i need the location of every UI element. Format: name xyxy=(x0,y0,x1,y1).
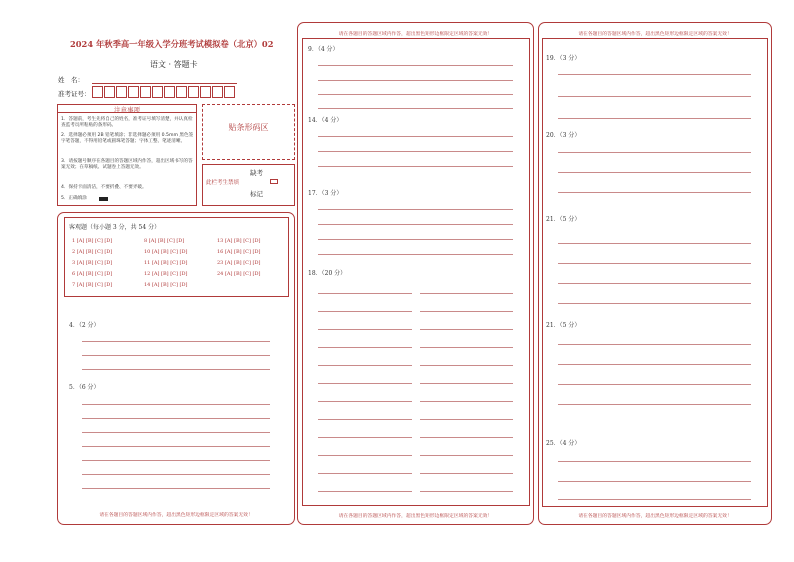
answer-line[interactable] xyxy=(318,254,513,255)
notice-item-4: 4．保持卡面清洁，不要折叠、不要弄破。 xyxy=(61,185,147,190)
answer-line[interactable] xyxy=(82,404,270,405)
mcq-row[interactable]: 16 [A] [B] [C] [D] xyxy=(217,249,261,255)
answer-line[interactable] xyxy=(558,461,751,462)
right-answer-box xyxy=(542,38,768,507)
question-5-label: 5．（6 分） xyxy=(69,384,100,391)
answer-line[interactable] xyxy=(82,488,270,489)
subject-label: 语文 · 答题卡 xyxy=(150,60,198,69)
answer-line[interactable] xyxy=(558,283,751,284)
answer-line[interactable] xyxy=(558,481,751,482)
answer-line[interactable] xyxy=(318,65,513,66)
answer-line[interactable] xyxy=(558,74,751,75)
notice-item-5: 5．正确填涂 xyxy=(61,196,87,201)
answer-line[interactable] xyxy=(318,108,513,109)
mcq-row[interactable]: 10 [A] [B] [C] [D] xyxy=(144,249,188,255)
answer-line[interactable] xyxy=(558,172,751,173)
answer-line[interactable] xyxy=(82,432,270,433)
mcq-row[interactable]: 3 [A] [B] [C] [D] xyxy=(72,260,113,266)
warning-text: 请在各题目的答题区域内作答，超出黑色矩形边框限定区域的答案无效！ xyxy=(338,514,493,519)
answer-line[interactable] xyxy=(558,118,751,119)
answer-line[interactable] xyxy=(82,341,270,342)
answer-line[interactable] xyxy=(558,364,751,365)
mcq-row[interactable]: 1 [A] [B] [C] [D] xyxy=(72,238,113,244)
question-21-label: 21．（5 分） xyxy=(546,216,581,223)
mcq-row[interactable]: 2 [A] [B] [C] [D] xyxy=(72,249,113,255)
notice-item-1: 1．答题前，考生先将自己的姓名，准考证号填写清楚，并认真检查监考员所粘贴的条形码。 xyxy=(61,117,193,129)
question-19-label: 19．（3 分） xyxy=(546,55,581,62)
notice-title: 注意事项 xyxy=(114,106,140,114)
notice-item-3: 3．请按题号顺序在各题目的答题区域内作答，超出区域书写的答案无效；在草稿纸、试题卷上答题无效。 xyxy=(61,159,193,171)
mcq-row[interactable]: 13 [A] [B] [C] [D] xyxy=(217,238,261,244)
mcq-title: 客观题（每小题 3 分，共 54 分） xyxy=(69,224,161,231)
name-label: 姓 名： xyxy=(58,76,84,84)
mcq-row[interactable]: 14 [A] [B] [C] [D] xyxy=(144,282,188,288)
answer-line[interactable] xyxy=(558,384,751,385)
question-18-label: 18．（20 分） xyxy=(308,270,347,277)
barcode-label: 贴条形码区 xyxy=(228,123,269,132)
answer-line[interactable] xyxy=(558,152,751,153)
answer-line[interactable] xyxy=(318,136,513,137)
answer-line[interactable] xyxy=(558,192,751,193)
mcq-row[interactable]: 24 [A] [B] [C] [D] xyxy=(217,271,261,277)
absent-mark-label-2: 标记 xyxy=(250,190,263,198)
warning-text: 请在各题目的答题区域内作答，超出黑色矩形边框限定区域的答案无效！ xyxy=(99,513,253,518)
absent-mark-label: 缺考 xyxy=(250,169,263,177)
page-title: 2024 年秋季高一年级入学分班考试模拟卷（北京）02 xyxy=(70,39,274,49)
answer-line[interactable] xyxy=(318,80,513,81)
question-9-label: 9．（4 分） xyxy=(308,46,339,53)
answer-line[interactable] xyxy=(558,96,751,97)
mcq-row[interactable]: 23 [A] [B] [C] [D] xyxy=(217,260,261,266)
question-17-label: 17．（3 分） xyxy=(308,190,343,197)
question-14-label: 14．（4 分） xyxy=(308,117,343,124)
answer-line[interactable] xyxy=(318,224,513,225)
answer-line[interactable] xyxy=(558,499,751,500)
warning-text: 请在各题目的答题区域内作答，超出黑色矩形边框限定区域的答案无效！ xyxy=(578,514,732,519)
question-21b-label: 21．（5 分） xyxy=(546,322,581,329)
answer-line[interactable] xyxy=(318,151,513,152)
id-label: 准考证号： xyxy=(58,90,91,98)
answer-line[interactable] xyxy=(82,474,270,475)
answer-line[interactable] xyxy=(558,263,751,264)
warning-text: 请在各题目的答题区域内作答，超出黑色矩形边框限定区域的答案无效！ xyxy=(578,32,732,37)
answer-line[interactable] xyxy=(318,94,513,95)
question-25-label: 25．（4 分） xyxy=(546,440,581,447)
subject-title xyxy=(150,59,198,70)
notice-item-2: 2．选择题必须用 2B 铅笔填涂；非选择题必须用 0.5mm 黑色签字笔答题，不得用铅笔或圆珠笔答题；字体工整、笔迹清晰。 xyxy=(61,133,194,145)
absent-checkbox[interactable] xyxy=(270,179,278,184)
answer-line[interactable] xyxy=(82,418,270,419)
mcq-row[interactable]: 7 [A] [B] [C] [D] xyxy=(72,282,113,288)
answer-line[interactable] xyxy=(82,446,270,447)
answer-line[interactable] xyxy=(318,239,513,240)
answer-line[interactable] xyxy=(558,344,751,345)
answer-line[interactable] xyxy=(82,460,270,461)
filled-sample-mark xyxy=(99,197,108,201)
absent-notice: 此栏考生禁填 xyxy=(206,180,240,186)
mcq-row[interactable]: 6 [A] [B] [C] [D] xyxy=(72,271,113,277)
answer-line[interactable] xyxy=(318,209,513,210)
name-field[interactable] xyxy=(92,82,237,84)
answer-line[interactable] xyxy=(82,369,270,370)
answer-line[interactable] xyxy=(558,404,751,405)
warning-text: 请在各题目的答题区域内作答，超出黑色矩形边框限定区域的答案无效！ xyxy=(338,32,493,37)
answer-line[interactable] xyxy=(558,303,751,304)
question-20-label: 20．（3 分） xyxy=(546,132,581,139)
mcq-row[interactable]: 8 [A] [B] [C] [D] xyxy=(144,238,185,244)
answer-line[interactable] xyxy=(318,166,513,167)
mcq-row[interactable]: 11 [A] [B] [C] [D] xyxy=(144,260,188,266)
mcq-row[interactable]: 12 [A] [B] [C] [D] xyxy=(144,271,188,277)
answer-line[interactable] xyxy=(82,355,270,356)
answer-line[interactable] xyxy=(558,243,751,244)
question-4-label: 4．（2 分） xyxy=(69,322,100,329)
